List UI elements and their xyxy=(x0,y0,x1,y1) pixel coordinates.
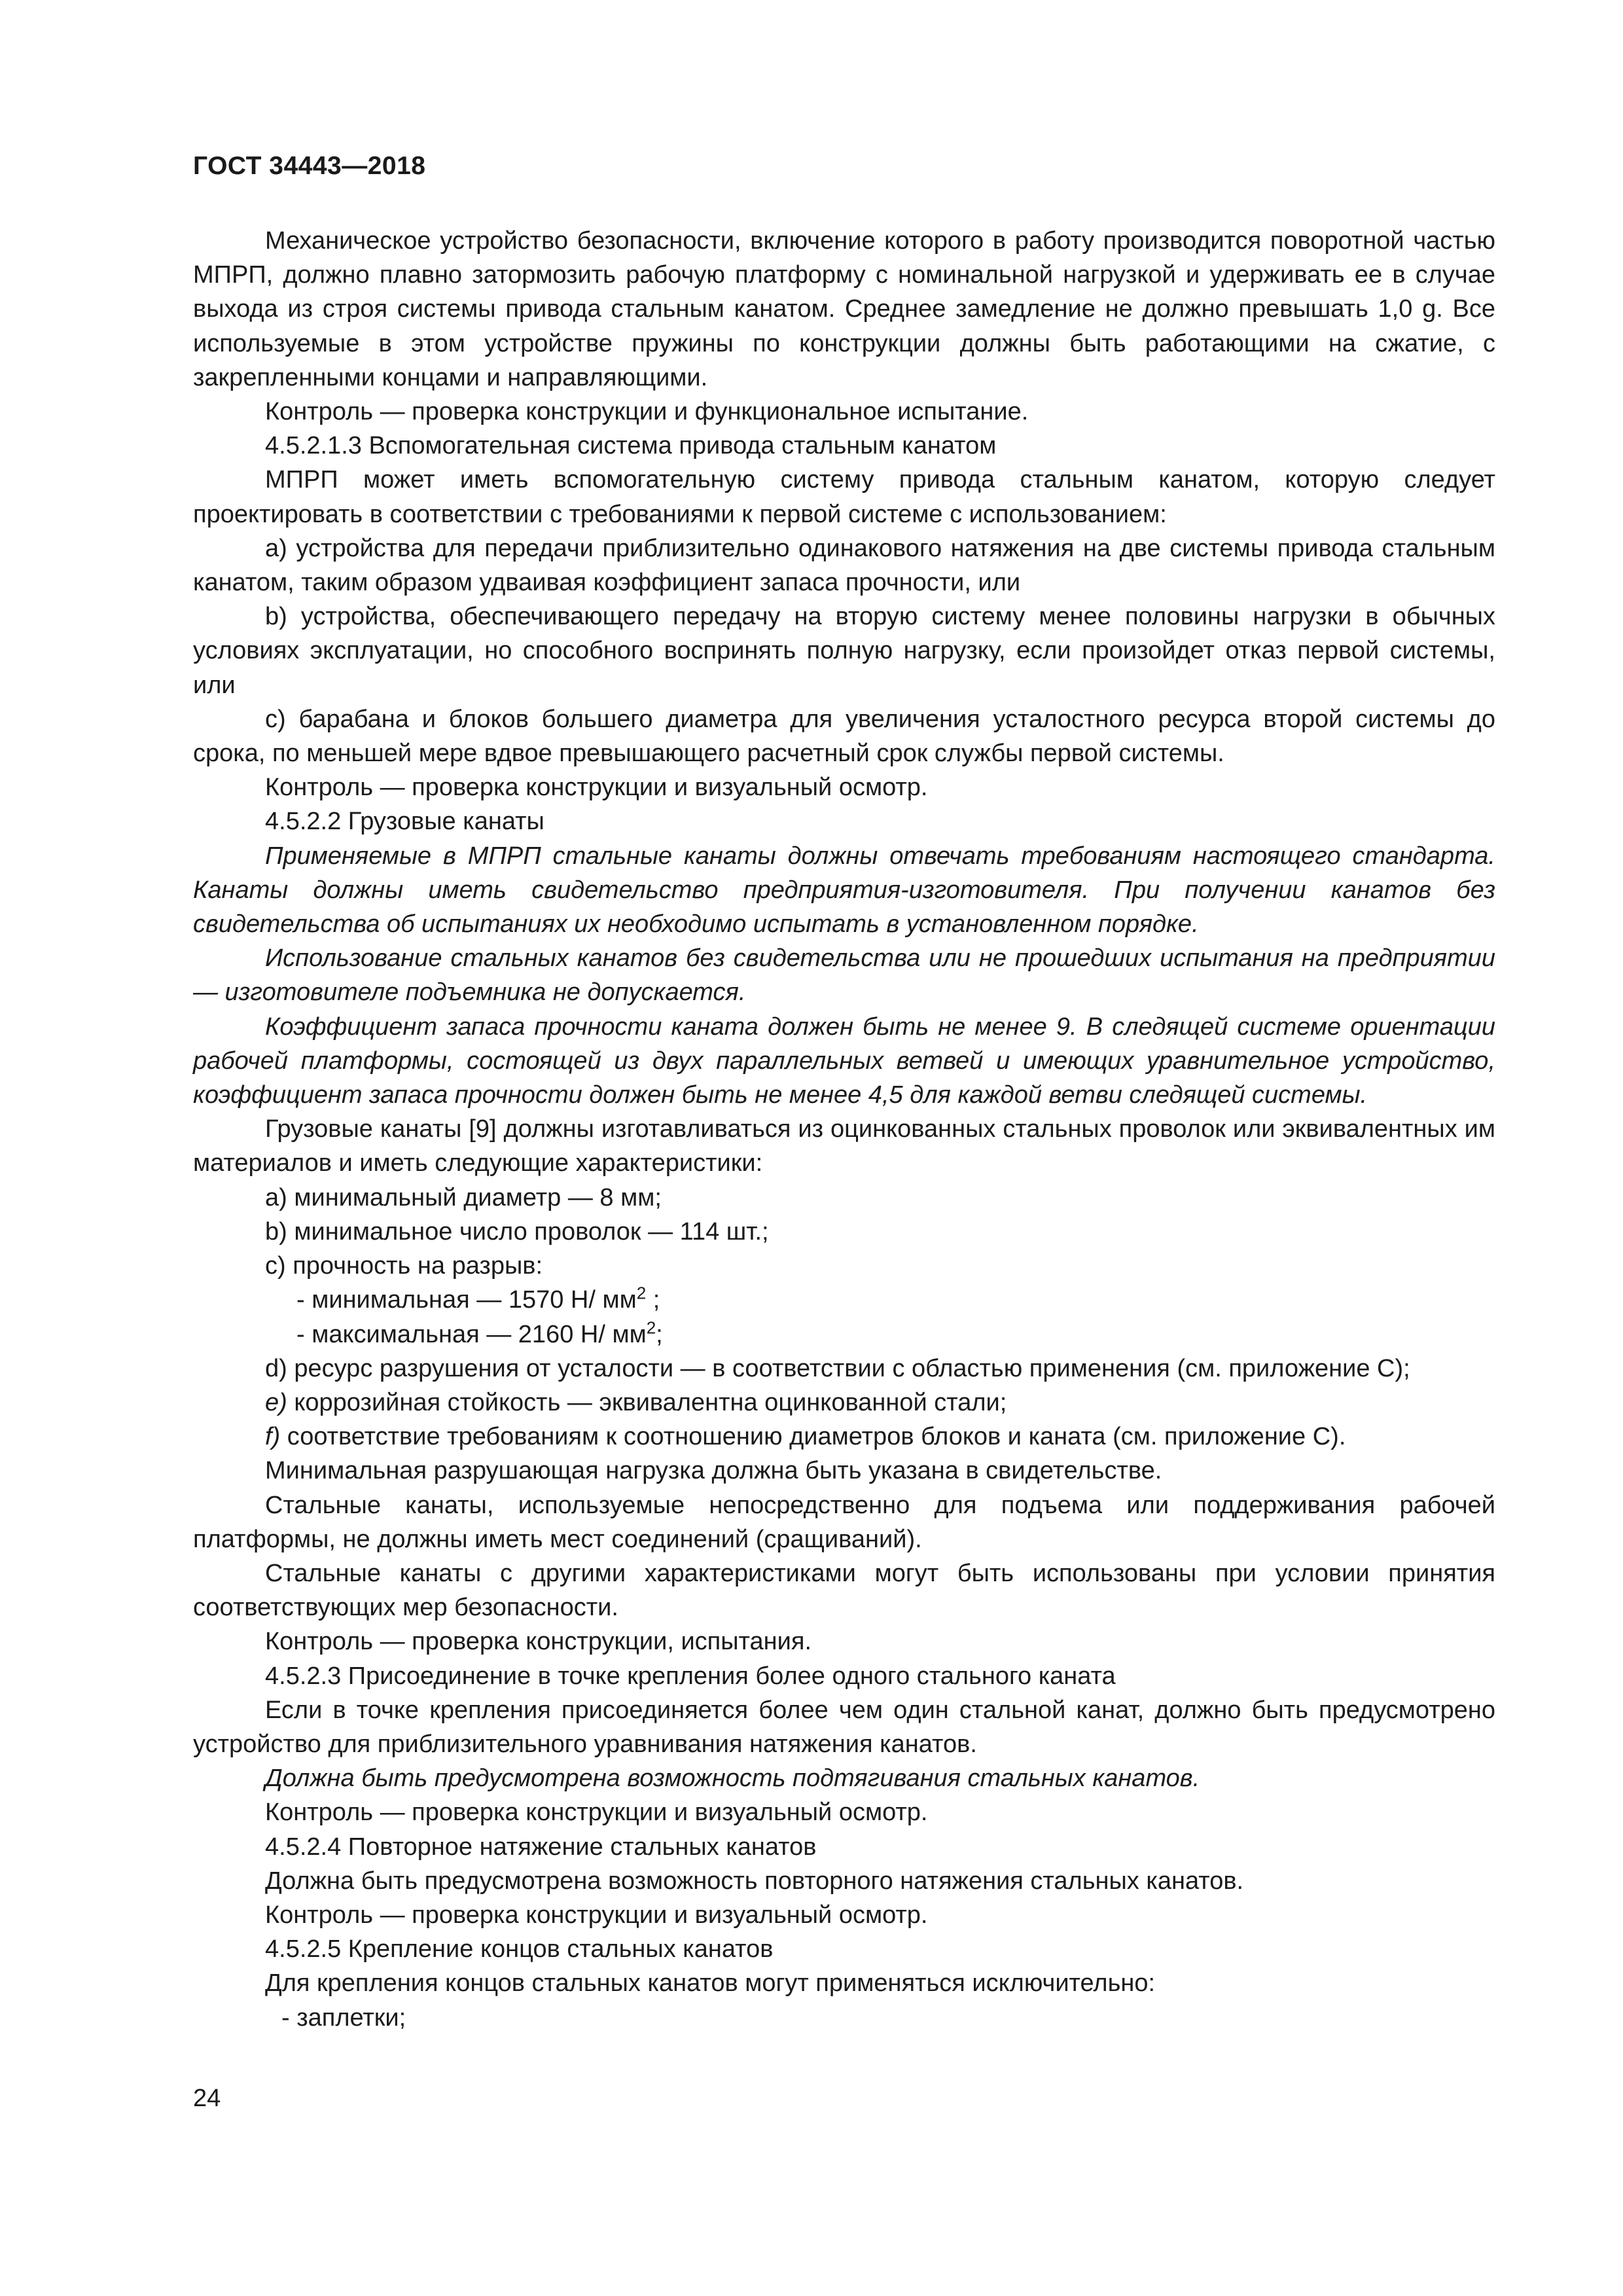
list-item: b) минимальное число проволок — 114 шт.; xyxy=(265,1217,769,1246)
sub-item-tail: ; xyxy=(646,1286,660,1314)
paragraph: Контроль — проверка конструкции, испытания. xyxy=(265,1628,812,1656)
list-item: - заплетки; xyxy=(281,2003,406,2032)
italic-paragraph: Должна быть предусмотрена возможность подтягивания стальных канатов. xyxy=(265,1765,1200,1793)
italic-paragraph: Применяемые в МПРП стальные канаты должны отвечать требованиям настоящего стандарта. Канаты должны иметь свидетельство предприятия-изготовителя. При получении канатов без свидетельства об испытаниях их необходимо испытать в установленном порядке. xyxy=(193,842,1495,939)
document-header: ГОСТ 34443—2018 xyxy=(193,152,426,180)
paragraph: Грузовые канаты [9] должны изготавливаться из оцинкованных стальных проволок или эквивалентных им материалов и иметь следующие характеристики: xyxy=(193,1115,1495,1177)
superscript: 2 xyxy=(636,1283,647,1303)
paragraph: Должна быть предусмотрена возможность повторного натяжения стальных канатов. xyxy=(265,1867,1244,1895)
list-text: соответствие требованиям к соотношению диаметров блоков и каната (см. приложение С). xyxy=(280,1423,1346,1451)
list-item: a) устройства для передачи приблизительно одинакового натяжения на две системы привода стальным канатом, таким образом удваивая коэффициент запаса прочности, или xyxy=(193,534,1495,597)
sub-list-item xyxy=(193,1283,1495,1317)
paragraph: Стальные канаты с другими характеристиками могут быть использованы при условии принятия соответствующих мер безопасности. xyxy=(193,1559,1495,1622)
paragraph: Контроль — проверка конструкции и визуальный осмотр. xyxy=(265,1799,928,1827)
paragraph: Контроль — проверка конструкции и визуальный осмотр. xyxy=(265,774,928,802)
clause-heading: 4.5.2.2 Грузовые канаты xyxy=(265,808,544,836)
list-item xyxy=(193,1386,1495,1420)
list-item: d) ресурс разрушения от усталости — в соответствии с областью применения (см. приложение С); xyxy=(265,1354,1410,1382)
list-item: a) минимальный диаметр — 8 мм; xyxy=(265,1183,662,1211)
clause-heading: 4.5.2.1.3 Вспомогательная система привода стальным канатом xyxy=(265,432,997,460)
paragraph: МПРП может иметь вспомогательную систему привода стальным канатом, которую следует проектировать в соответствии с требованиями к первой системе с использованием: xyxy=(193,466,1495,528)
clause-heading: 4.5.2.4 Повторное натяжение стальных канатов xyxy=(265,1833,817,1861)
list-item: b) устройства, обеспечивающего передачу на вторую систему менее половины нагрузки в обычных условиях эксплуатации, но способного воспринять полную нагрузку, если произойдет отказ первой системы, или xyxy=(193,603,1495,699)
paragraph: Механическое устройство безопасности, включение которого в работу производится поворотной частью МПРП, должно плавно затормозить рабочую платформу с номинальной нагрузкой и удерживать ее в случае выхода из строя системы привода стальным канатом. Среднее замедление не должно превышать 1,0 g. Все используемые в этом устройстве пружины по конструкции должны быть работающими на сжатие, с закрепленными концами и направляющими. xyxy=(193,227,1495,391)
sub-item-text: - максимальная — 2160 Н/ мм xyxy=(296,1320,647,1348)
list-text: коррозийная стойкость — эквивалентна оцинкованной стали; xyxy=(287,1388,1007,1416)
list-letter: e) xyxy=(265,1388,287,1416)
paragraph: Контроль — проверка конструкции и визуальный осмотр. xyxy=(265,1901,928,1929)
list-letter: f) xyxy=(265,1423,281,1451)
list-item: c) барабана и блоков большего диаметра для увеличения усталостного ресурса второй системы до срока, по меньшей мере вдвое превышающего расчетный срок службы первой системы. xyxy=(193,705,1495,768)
paragraph: Стальные канаты, используемые непосредственно для подъема или поддерживания рабочей платформы, не должны иметь мест соединений (сращиваний). xyxy=(193,1491,1495,1553)
paragraph: Контроль — проверка конструкции и функциональное испытание. xyxy=(265,398,1029,426)
italic-paragraph: Использование стальных канатов без свидетельства или не прошедших испытания на предприятии — изготовителе подъемника не допускается. xyxy=(193,944,1495,1007)
clause-heading: 4.5.2.5 Крепление концов стальных канатов xyxy=(265,1935,774,1964)
superscript: 2 xyxy=(646,1317,656,1337)
page-number: 24 xyxy=(193,2085,221,2112)
list-item: c) прочность на разрыв: xyxy=(265,1252,543,1280)
clause-heading: 4.5.2.3 Присоединение в точке крепления более одного стального каната xyxy=(265,1662,1116,1690)
italic-paragraph: Коэффициент запаса прочности каната должен быть не менее 9. В следящей системе ориентации рабочей платформы, состоящей из двух параллельных ветвей и имеющих уравнительное устройство, коэффициент запаса прочности должен быть не менее 4,5 для каждой ветви следящей системы. xyxy=(193,1013,1495,1109)
paragraph: Для крепления концов стальных канатов могут применяться исключительно: xyxy=(265,1969,1156,1998)
paragraph: Минимальная разрушающая нагрузка должна быть указана в свидетельстве. xyxy=(265,1457,1162,1485)
paragraph: Если в точке крепления присоединяется более чем один стальной канат, должно быть предусмотрено устройство для приблизительного уравнивания натяжения канатов. xyxy=(193,1696,1495,1758)
sub-item-tail: ; xyxy=(656,1320,663,1348)
sub-item-text: - минимальная — 1570 Н/ мм xyxy=(296,1286,637,1314)
list-item xyxy=(193,1420,1495,1454)
document-body xyxy=(193,224,1495,2035)
sub-list-item xyxy=(193,1318,1495,1352)
